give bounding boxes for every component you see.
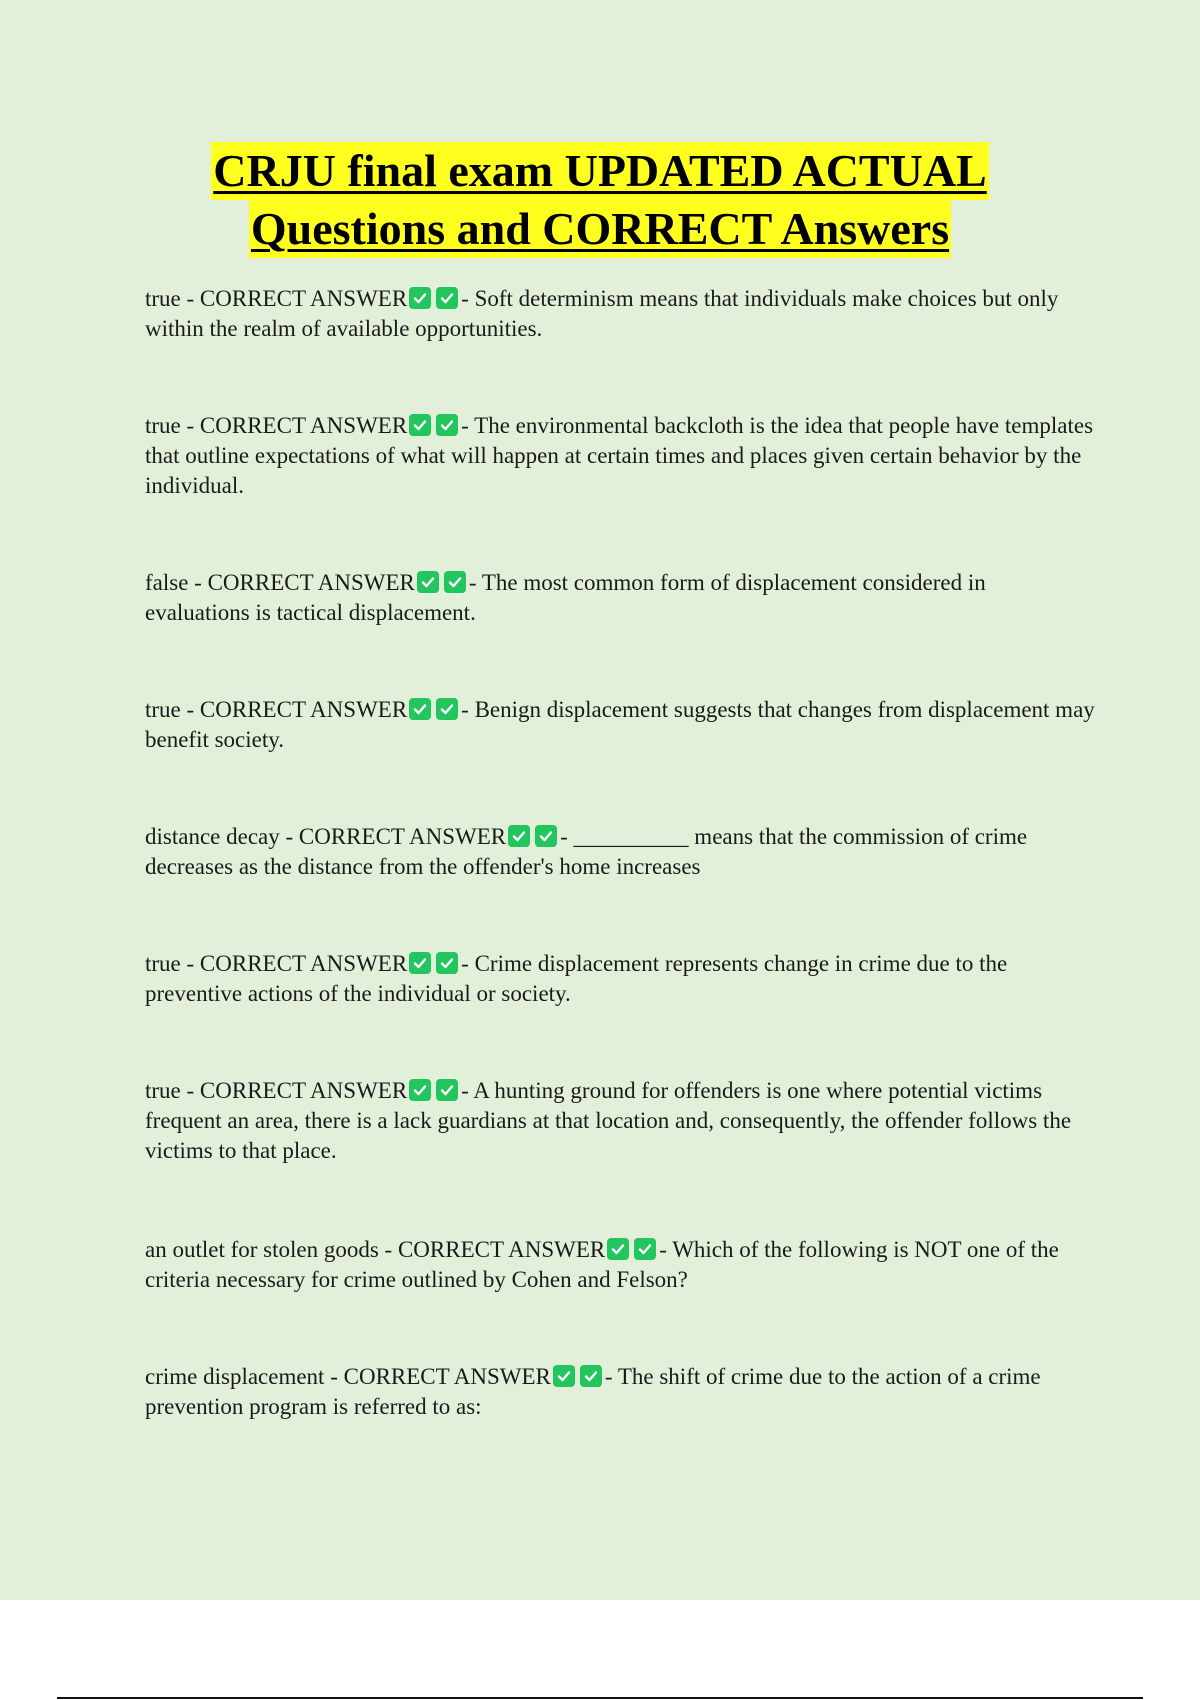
check-box-icon: [634, 1238, 656, 1260]
answer-text: true: [145, 697, 181, 722]
check-box-icon: [436, 698, 458, 720]
check-box-icon: [436, 1079, 458, 1101]
answer-text: true: [145, 1078, 181, 1103]
qa-entry-5: [145, 822, 1095, 882]
answer-text: crime displacement: [145, 1364, 325, 1389]
correct-answer-label: - CORRECT ANSWER: [186, 951, 408, 976]
check-box-icon: [409, 952, 431, 974]
title-line-2: Questions and CORRECT Answers: [249, 200, 951, 258]
correct-answer-label: - CORRECT ANSWER: [384, 1237, 606, 1262]
correct-answer-label: - CORRECT ANSWER: [330, 1364, 551, 1389]
check-box-icon: [553, 1365, 575, 1387]
qa-entry-4: [145, 695, 1095, 755]
footer-divider: [57, 1697, 1143, 1699]
qa-entry-9: [145, 1362, 1095, 1422]
question-text: - Which of the following is NOT one of the criteria necessary for crime outlined by Cohen and Felson?: [145, 1237, 1059, 1292]
question-text: - Soft determinism means that individuals make choices but only within the realm of available opportunities.: [145, 286, 1059, 341]
qa-entry-6: [145, 949, 1095, 1009]
qa-entry-1: [145, 284, 1095, 344]
question-text: - Crime displacement represents change in crime due to the preventive actions of the individual or society.: [145, 951, 1008, 1006]
answer-text: true: [145, 413, 181, 438]
correct-answer-label: - CORRECT ANSWER: [186, 413, 408, 438]
question-text: - A hunting ground for offenders is one where potential victims frequent an area, there is a lack guardians at that location and, consequently, the offender follows the victims to that place.: [145, 1078, 1072, 1163]
check-box-icon: [508, 825, 530, 847]
question-text: - The shift of crime due to the action of a crime prevention program is referred to as:: [145, 1364, 1041, 1419]
question-text: - Benign displacement suggests that changes from displacement may benefit society.: [145, 697, 1095, 752]
correct-answer-label: - CORRECT ANSWER: [186, 286, 408, 311]
check-box-icon: [607, 1238, 629, 1260]
question-text: - The most common form of displacement considered in evaluations is tactical displacement.: [145, 570, 986, 625]
correct-answer-label: - CORRECT ANSWER: [186, 1078, 408, 1103]
check-box-icon: [409, 698, 431, 720]
document-title: [0, 142, 1200, 258]
check-box-icon: [535, 825, 557, 847]
qa-entry-7: [145, 1076, 1095, 1166]
qa-entry-8: [145, 1235, 1095, 1295]
question-text: - __________ means that the commission of crime decreases as the distance from the offender's home increases: [145, 824, 1028, 879]
check-box-icon: [409, 287, 431, 309]
answer-text: an outlet for stolen goods: [145, 1237, 379, 1262]
answer-text: true: [145, 286, 181, 311]
check-box-icon: [409, 1079, 431, 1101]
title-line-1: CRJU final exam UPDATED ACTUAL: [211, 142, 989, 200]
qa-entry-2: [145, 411, 1095, 501]
check-box-icon: [409, 414, 431, 436]
answer-text: true: [145, 951, 181, 976]
answer-text: false: [145, 570, 189, 595]
check-box-icon: [417, 571, 439, 593]
correct-answer-label: - CORRECT ANSWER: [285, 824, 507, 849]
check-box-icon: [436, 414, 458, 436]
check-box-icon: [436, 952, 458, 974]
check-box-icon: [436, 287, 458, 309]
correct-answer-label: - CORRECT ANSWER: [186, 697, 408, 722]
answer-text: distance decay: [145, 824, 280, 849]
qa-entry-3: [145, 568, 1095, 628]
check-box-icon: [444, 571, 466, 593]
correct-answer-label: - CORRECT ANSWER: [194, 570, 415, 595]
check-box-icon: [580, 1365, 602, 1387]
question-text: - The environmental backcloth is the idea that people have templates that outline expectations of what will happen at certain times and places given certain behavior by the individual.: [145, 413, 1094, 498]
